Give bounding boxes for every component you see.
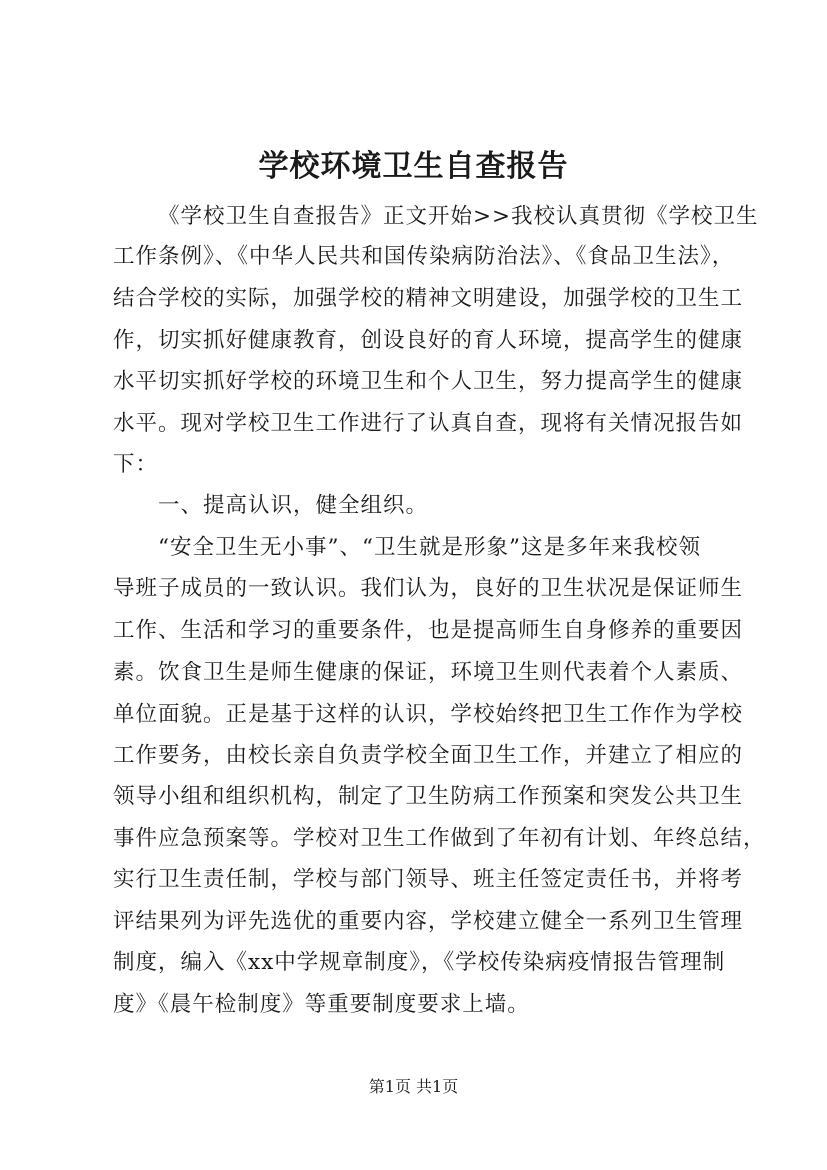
body-line: 制度，编入《xx中学规章制度》，《学校传染病疫情报告管理制 [113,950,726,975]
body-line: “安全卫生无小事”、“卫生就是形象”这是多年来我校领 [158,535,701,560]
body-line: 工作要务，由校长亲自负责学校全面卫生工作，并建立了相应的 [113,743,744,768]
body-line: 结合学校的实际，加强学校的精神文明建设，加强学校的卫生工 [113,286,744,311]
body-line: 水平。现对学校卫生工作进行了认真自查，现将有关情况报告如 [113,411,744,436]
body-line: 评结果列为评先选优的重要内容，学校建立健全一系列卫生管理 [113,909,744,934]
body-line: 工作条例》、《中华人民共和国传染病防治法》、《食品卫生法》， [113,244,735,269]
section-heading: 一、提高认识，健全组织。 [158,493,429,518]
body-line: 实行卫生责任制，学校与部门领导、班主任签定责任书，并将考 [113,867,744,892]
body-line: 水平切实抓好学校的环境卫生和个人卫生，努力提高学生的健康 [113,369,744,394]
body-line: 度》《晨午检制度》等重要制度要求上墙。 [113,992,530,1017]
body-line: 单位面貌。正是基于这样的认识，学校始终把卫生工作作为学校 [113,702,744,727]
body-line: 导班子成员的一致认识。我们认为，良好的卫生状况是保证师生 [113,576,744,601]
body-line: 工作、生活和学习的重要条件，也是提高师生自身修养的重要因 [113,618,744,643]
body-line: 领导小组和组织机构，制定了卫生防病工作预案和突发公共卫生 [113,784,744,809]
body-line: 素。饮食卫生是师生健康的保证，环境卫生则代表着个人素质、 [113,660,744,685]
document-title: 学校环境卫生自查报告 [258,149,569,184]
body-line: 《学校卫生自查报告》正文开始>>我校认真贯彻《学校卫生 [158,204,759,229]
body-line: 事件应急预案等。学校对卫生工作做到了年初有计划、年终总结， [113,826,766,851]
body-line: 作，切实抓好健康教育，创设良好的育人环境，提高学生的健康 [113,328,744,353]
page-number: 第1页 共1页 [368,1077,459,1096]
body-line: 下： [113,452,159,477]
